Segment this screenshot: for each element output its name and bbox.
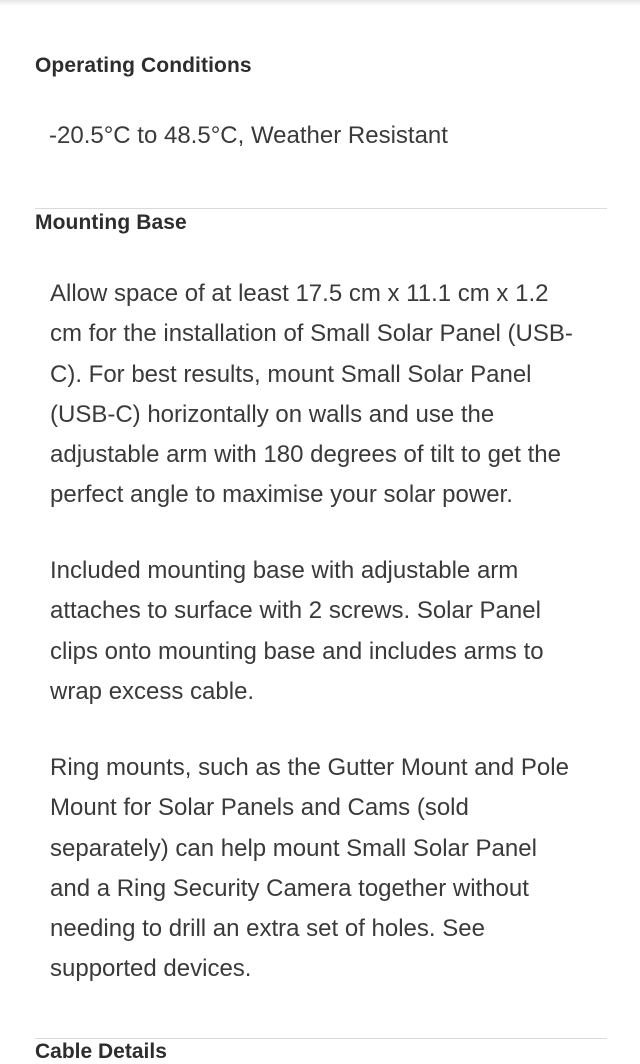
- paragraph-line: cm for the installation of Small Solar Panel (USB-: [50, 320, 573, 348]
- paragraph-line: wrap excess cable.: [50, 677, 255, 705]
- paragraph-line: perfect angle to maximise your solar power.: [50, 481, 513, 509]
- operating-conditions-title: Operating Conditions: [35, 54, 252, 77]
- paragraph-line: clips onto mounting base and includes arms to: [50, 637, 544, 665]
- operating-conditions-value: -20.5°C to 48.5°C, Weather Resistant: [49, 122, 448, 149]
- section-divider: [35, 208, 607, 209]
- paragraph-line: (USB-C) horizontally on walls and use the: [50, 400, 495, 428]
- section-divider: [35, 1038, 607, 1039]
- paragraph-line: separately) can help mount Small Solar Panel: [50, 834, 537, 862]
- paragraph-line: C). For best results, mount Small Solar Panel: [50, 360, 532, 388]
- paragraph-line: attaches to surface with 2 screws. Solar Panel: [50, 597, 541, 625]
- paragraph-line: Allow space of at least 17.5 cm x 11.1 cm x 1.2: [50, 280, 549, 307]
- mounting-base-paragraph-included: [50, 551, 602, 712]
- paragraph-line: supported devices.: [50, 955, 252, 983]
- paragraph-line: Ring mounts, such as the Gutter Mount and Pole: [50, 754, 569, 781]
- header-shadow: [0, 0, 640, 6]
- paragraph-line: Mount for Solar Panels and Cams (sold: [50, 794, 469, 822]
- paragraph-line: and a Ring Security Camera together without: [50, 874, 529, 902]
- next-section-title: Cable Details: [35, 1040, 167, 1063]
- mounting-base-title: Mounting Base: [35, 211, 187, 234]
- paragraph-line: needing to drill an extra set of holes. See: [50, 915, 485, 943]
- paragraph-line: adjustable arm with 180 degrees of tilt to get the: [50, 441, 561, 469]
- next-section-title-clipped: [35, 1040, 167, 1063]
- mounting-base-paragraph-ring-mounts: [50, 748, 602, 990]
- paragraph-line: Included mounting base with adjustable arm: [50, 557, 519, 584]
- mounting-base-paragraph-space: [50, 274, 602, 516]
